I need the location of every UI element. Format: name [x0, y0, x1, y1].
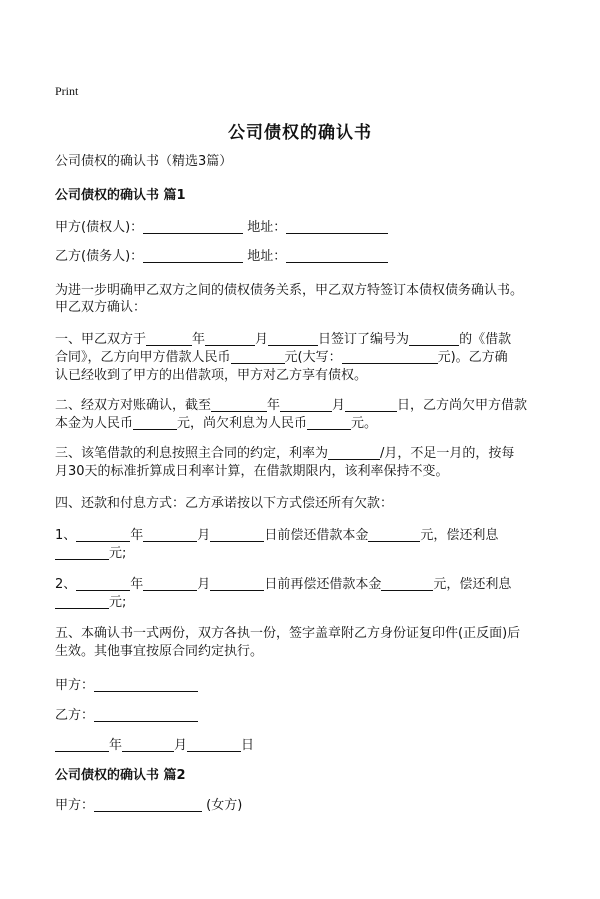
reconcile-day-blank[interactable] [345, 397, 397, 412]
clause2-text: 元。 [351, 416, 378, 431]
intro-line-2: 甲乙双方确认： [55, 300, 147, 315]
month-label: 月 [255, 332, 269, 347]
clause2-line-2 [55, 414, 377, 434]
clause1-line-3: 认已经收到了甲方的出借款项，甲方对乙方享有债权。 [55, 368, 368, 383]
repay1-year-blank[interactable] [76, 527, 130, 542]
clause1-text: 元(大写： [284, 350, 342, 365]
loan-amount-words-blank[interactable] [342, 349, 438, 364]
repayment2-line-1 [55, 575, 511, 595]
section2-party-a-row [55, 796, 242, 816]
sign-day-blank[interactable] [187, 737, 241, 752]
repayment1-line-2 [55, 544, 126, 564]
sign-date-row [55, 736, 254, 756]
month-label: 月 [197, 528, 211, 543]
clause3-text: 三、该笔借款的利息按照主合同的约定，利率为 [55, 446, 329, 461]
print-label[interactable]: Print [55, 84, 79, 98]
clause5-line-1: 五、本确认书一式两份，双方各执一份，签字盖章附乙方身份证复印件(正反面)后 [55, 626, 521, 641]
repay2-interest-blank[interactable] [55, 594, 109, 609]
repayment1-number: 1、 [55, 528, 77, 543]
repayment1-line-1 [55, 526, 498, 546]
sign-party-a-blank[interactable] [94, 677, 198, 692]
intro-line-1: 为进一步明确甲乙双方之间的债权债务关系，甲乙双方特签订本债权债务确认书。 [55, 283, 524, 298]
repayment2-text: 日前再偿还借款本金 [264, 577, 382, 592]
principal-owed-blank[interactable] [133, 415, 177, 430]
section2-party-a-note: (女方) [206, 798, 243, 813]
clause3-line-2: 月30天的标准折算成日利率计算，在借款期限内，该利率保持不变。 [55, 464, 449, 479]
clause3-text: /月，不足一月的，按每 [380, 446, 515, 461]
sign-party-b-blank[interactable] [94, 707, 198, 722]
contract-number-blank[interactable] [409, 331, 459, 346]
clause2-text: 日，乙方尚欠甲方借款 [397, 398, 528, 413]
contract-month-blank[interactable] [205, 331, 255, 346]
reconcile-year-blank[interactable] [211, 397, 267, 412]
day-label: 日 [241, 738, 255, 753]
year-label: 年 [130, 528, 144, 543]
clause2-text: 元，尚欠利息为人民币 [177, 416, 308, 431]
repayment1-text: 日前偿还借款本金 [264, 528, 369, 543]
party-b-name-blank[interactable] [143, 248, 243, 263]
contract-day-blank[interactable] [268, 331, 318, 346]
section1-heading: 公司债权的确认书 篇1 [55, 188, 186, 203]
interest-owed-blank[interactable] [307, 415, 351, 430]
clause4-line: 四、还款和付息方式：乙方承诺按以下方式偿还所有欠款： [55, 496, 394, 511]
repay2-principal-blank[interactable] [381, 576, 433, 591]
party-b-address-blank[interactable] [286, 248, 388, 263]
clause1-text: 日签订了编号为 [318, 332, 410, 347]
section2-party-a-label: 甲方： [55, 798, 95, 813]
repayment2-text: 元; [109, 595, 127, 610]
clause1-text: 合同》，乙方向甲方借款人民币 [55, 350, 231, 365]
sign-year-blank[interactable] [55, 737, 109, 752]
repayment1-text: 元; [109, 546, 127, 561]
repay1-day-blank[interactable] [210, 527, 264, 542]
repay2-day-blank[interactable] [210, 576, 264, 591]
clause1-text: 一、甲乙双方于 [55, 332, 147, 347]
party-a-address-blank[interactable] [286, 219, 388, 234]
month-label: 月 [174, 738, 188, 753]
repay1-interest-blank[interactable] [55, 545, 109, 560]
repay2-month-blank[interactable] [143, 576, 197, 591]
repayment2-line-2 [55, 593, 126, 613]
year-label: 年 [130, 577, 144, 592]
repay1-month-blank[interactable] [143, 527, 197, 542]
clause1-line-2 [55, 348, 508, 368]
repayment1-text: 元，偿还利息 [420, 528, 499, 543]
clause2-text: 本金为人民币 [55, 416, 134, 431]
party-a-label: 甲方(债权人)： [55, 220, 144, 235]
repay1-principal-blank[interactable] [368, 527, 420, 542]
document-title: 公司债权的确认书 [228, 123, 372, 143]
clause3-line-1 [55, 444, 514, 464]
month-label: 月 [197, 577, 211, 592]
party-b-address-label: 地址： [247, 249, 287, 264]
section2-party-a-blank[interactable] [94, 797, 202, 812]
reconcile-month-blank[interactable] [280, 397, 332, 412]
clause2-text: 二、经双方对账确认，截至 [55, 398, 212, 413]
clause1-line-1 [55, 330, 511, 350]
month-label: 月 [332, 398, 346, 413]
party-a-row [55, 218, 388, 238]
clause1-text: 元)。乙方确 [437, 350, 508, 365]
party-b-row [55, 247, 388, 267]
sign-month-blank[interactable] [122, 737, 174, 752]
year-label: 年 [267, 398, 281, 413]
repay2-year-blank[interactable] [76, 576, 130, 591]
clause1-text: 的《借款 [459, 332, 512, 347]
section2-heading: 公司债权的确认书 篇2 [55, 768, 186, 783]
clause5-line-2: 生效。其他事宜按原合同约定执行。 [55, 644, 264, 659]
year-label: 年 [192, 332, 206, 347]
contract-year-blank[interactable] [146, 331, 192, 346]
party-a-name-blank[interactable] [143, 219, 243, 234]
interest-rate-blank[interactable] [328, 445, 380, 460]
repayment2-number: 2、 [55, 577, 77, 592]
year-label: 年 [109, 738, 123, 753]
sign-party-b-row [55, 706, 198, 726]
party-b-label: 乙方(债务人)： [55, 249, 144, 264]
repayment2-text: 元，偿还利息 [433, 577, 512, 592]
sign-party-b-label: 乙方： [55, 708, 95, 723]
loan-amount-blank[interactable] [231, 349, 285, 364]
sign-party-a-row [55, 676, 198, 696]
sign-party-a-label: 甲方： [55, 678, 95, 693]
party-a-address-label: 地址： [247, 220, 287, 235]
document-subtitle: 公司债权的确认书（精选3篇） [55, 154, 233, 169]
clause2-line-1 [55, 396, 527, 416]
